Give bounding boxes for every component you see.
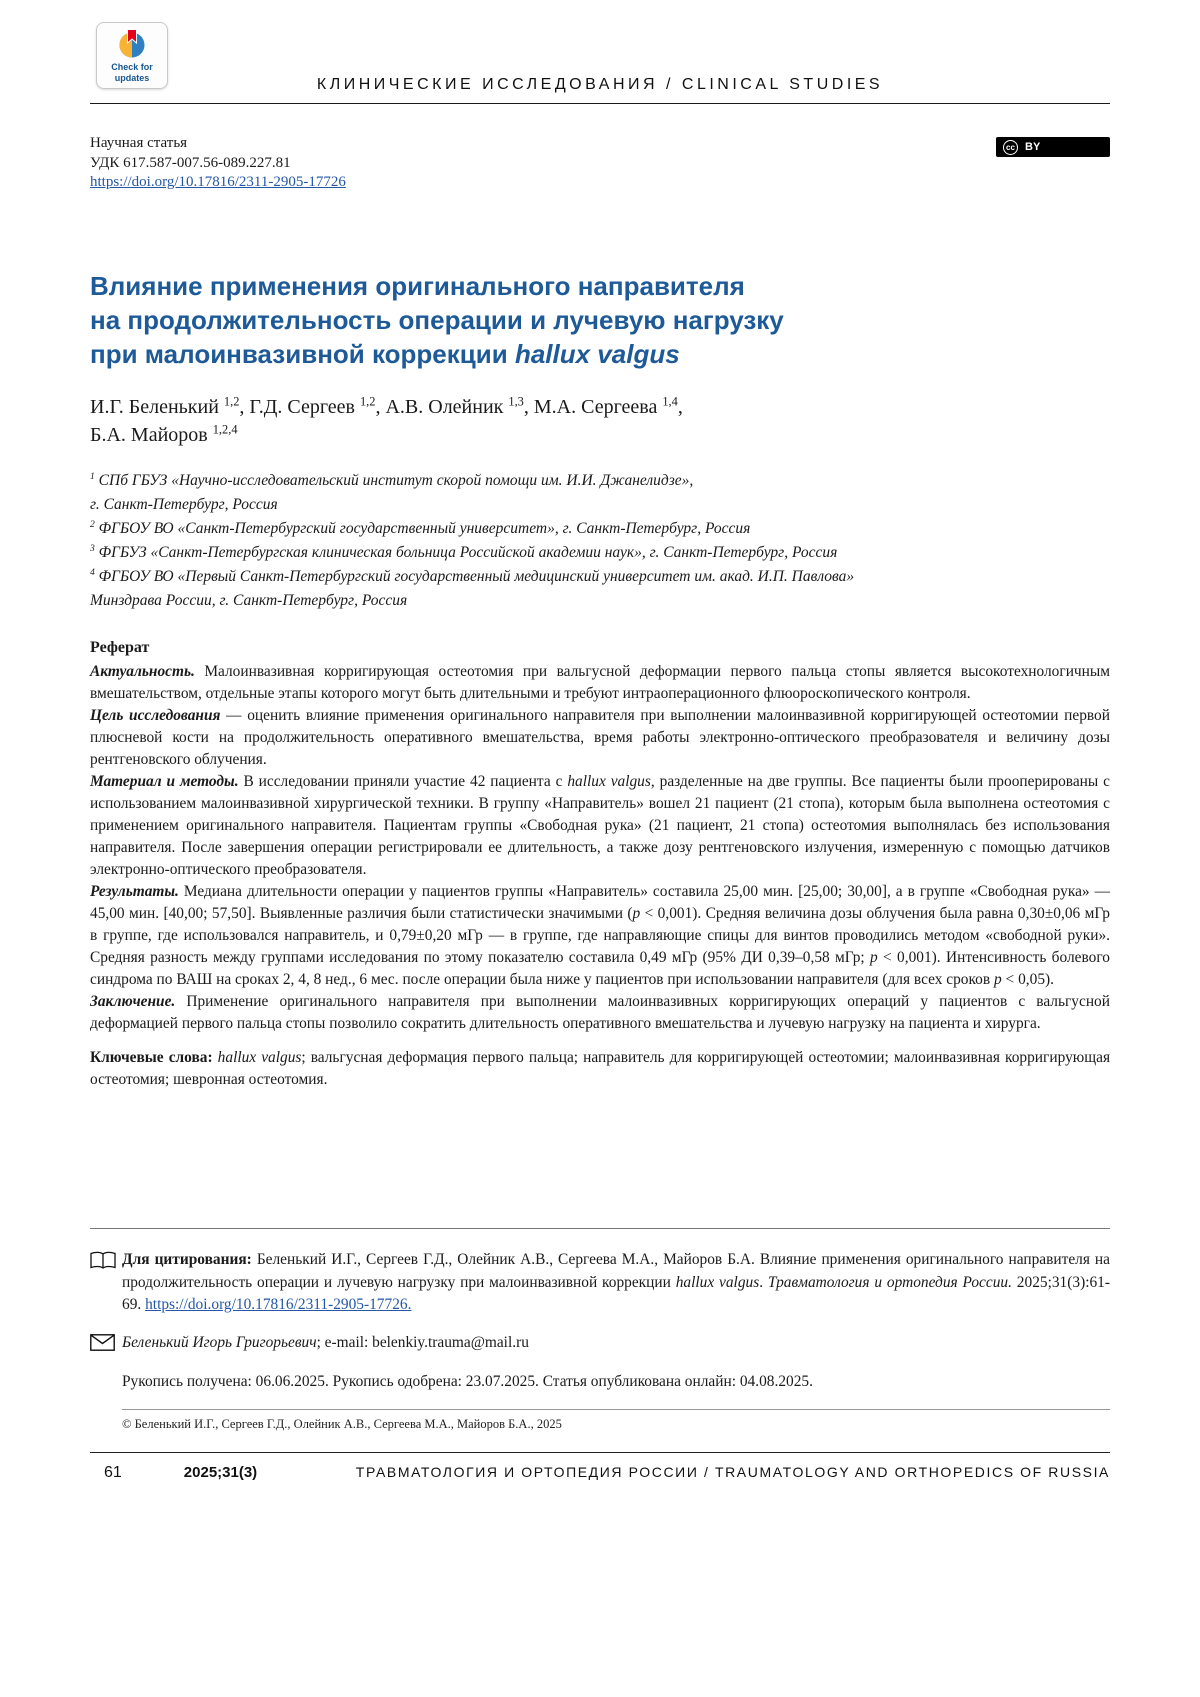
affiliation-line: г. Санкт-Петербург, Россия <box>90 495 278 513</box>
check-updates-label-line2: updates <box>114 72 150 83</box>
affiliation-line: Минздрава России, г. Санкт-Петербург, Россия <box>90 591 408 609</box>
authors-line-1: И.Г. Беленький $^{1,2}$, Г.Д. Сергеев $^{1,2}$, А.В. Олейник $^{1,3}$, М.А. Сергеева $^{1,4}$, <box>90 393 683 418</box>
page-footer <box>90 1452 1110 1482</box>
keywords-paragraph: Ключевые слова: hallux valgus; вальгусная деформация первого пальца; направитель для корригирующей остеотомии; малоинвазивная корригирующая остеотомия; шевронная остеотомия. <box>90 1048 1111 1088</box>
book-icon <box>90 1249 122 1317</box>
abstract-section <box>90 639 1110 1091</box>
authors-block <box>90 393 1110 449</box>
crossmark-icon <box>117 29 147 59</box>
affiliation-line: $^4$ ФГБОУ ВО «Первый Санкт-Петербургский государственный медицинский университет им. акад. И.П. Павлова» <box>90 566 855 585</box>
abstract-paragraph-methods: Материал и методы. В исследовании приняли участие 42 пациента с hallux valgus, разделенные на две группы. Все пациенты были прооперированы с использованием малоинвазивной хирургической техники. В группу «Направитель» вошел 21 пациент (21 стопа), которым была выполнена остеотомия с применением оригинального направителя. Пациентам группы «Свободная рука» (21 пациент, 21 стопа) остеотомия выполнялась без использования направителя. После завершения операции регистрировали ее длительность, а также дозу рентгеновского излучения, измеренную с помощью датчиков электронно-оптического преобразователя. <box>90 772 1110 878</box>
affiliation-line: $^2$ ФГБОУ ВО «Санкт-Петербургский государственный университет», г. Санкт-Петербург, Россия <box>90 518 751 537</box>
section-header: КЛИНИЧЕСКИЕ ИССЛЕДОВАНИЯ / CLINICAL STUDIES <box>316 76 884 93</box>
affiliation-line: $^1$ СПб ГБУЗ «Научно-исследовательский институт скорой помощи им. И.И. Джанелидзе», <box>90 470 694 489</box>
correspondence-text: Беленький Игорь Григорьевич; e-mail: belenkiy.trauma@mail.ru <box>122 1333 529 1351</box>
affiliations-block <box>90 469 1110 613</box>
cc-by-badge[interactable] <box>996 137 1110 157</box>
abstract-heading: Реферат <box>90 638 150 656</box>
copyright-divider <box>122 1409 1110 1410</box>
citation-block <box>90 1249 1110 1317</box>
abstract-paragraph-results: Результаты. Медиана длительности операции у пациентов группы «Направитель» составила 25,00 мин. [25,00; 30,00], а в группе «Свободная рука» — 45,00 мин. [40,00; 57,50]. Выявленные различия были статистически значимыми (p < 0,001). Средняя величина дозы облучения была равна 0,30±0,06 мГр в группе, где использовался направитель, и 0,79±0,20 мГр — в группе, где направляющие спицы для винтов проводились методом «свободной руки». Средняя разность между группами исследования по этому показателю составила 0,49 мГр (95% ДИ 0,39–0,58 мГр; p < 0,001). Интенсивность болевого синдрома по ВАШ на сроках 2, 4, 8 нед., 6 мес. после операции была ниже у пациентов при использовании направителя (для всех сроков p < 0,05). <box>90 882 1110 988</box>
meta-row <box>90 134 1110 193</box>
dates-line: Рукопись получена: 06.06.2025. Рукопись одобрена: 23.07.2025. Статья опубликована онлайн: 04.08.2025. <box>122 1372 813 1390</box>
correspondence-block <box>90 1332 1110 1356</box>
udc-label: УДК 617.587-007.56-089.227.81 <box>90 154 291 171</box>
inline-doi-link[interactable]: https://doi.org/10.17816/2311-2905-17726. <box>145 1296 412 1313</box>
article-title <box>90 269 1110 371</box>
abstract-paragraph-aim: Цель исследования — оценить влияние применения оригинального направителя при выполнении малоинвазивной корригирующей остеотомии первой плюсневой кости на продолжительность оперативного вмешательства, время работы электронно-оптического преобразователя и величину дозы рентгеновского облучения. <box>90 706 1110 768</box>
check-updates-label-line1: Check for <box>111 62 153 72</box>
page-number: 61 <box>104 1464 122 1481</box>
title-line-2: на продолжительность операции и лучевую нагрузку <box>90 304 784 335</box>
copyright-line: © Беленький И.Г., Сергеев Г.Д., Олейник А.В., Сергеева М.А., Майоров Б.А., 2025 <box>122 1416 562 1431</box>
issue-label: 2025;31(3) <box>183 1464 258 1481</box>
journal-name: ТРАВМАТОЛОГИЯ И ОРТОПЕДИЯ РОССИИ / TRAUMATOLOGY AND ORTHOPEDICS OF RUSSIA <box>355 1464 1110 1480</box>
envelope-icon <box>90 1332 122 1356</box>
abstract-paragraph-conclusion: Заключение. Применение оригинального направителя при выполнении малоинвазивных корригирующих операций у пациентов с вальгусной деформацией первого пальца стопы позволило сократить длительность оперативного вмешательства и лучевую нагрузку на пациента и хирурга. <box>90 992 1110 1032</box>
citation-footer-block <box>90 1228 1110 1432</box>
authors-line-2: Б.А. Майоров $^{1,2,4}$ <box>90 421 238 446</box>
doi-link[interactable]: https://doi.org/10.17816/2311-2905-17726 <box>90 174 346 190</box>
cc-by-label: BY <box>1025 141 1041 153</box>
citation-divider <box>90 1228 1110 1229</box>
affiliation-line: $^3$ ФГБУЗ «Санкт-Петербургская клиническая больница Российской академии наук», г. Санкт-Петербург, Россия <box>90 542 838 561</box>
masthead <box>90 0 1110 104</box>
citation-text: Для цитирования: Беленький И.Г., Сергеев Г.Д., Олейник А.В., Сергеева М.А., Майоров Б.А. Влияние применения оригинального направителя на продолжительность операции и лучевую нагрузку при малоинвазивной коррекции hallux valgus. Травматология и ортопедия России. 2025;31(3):61-69. https://doi.org/10.17816/2311-2905-17726. <box>122 1251 1110 1313</box>
abstract-paragraph-relevance: Актуальность. Малоинвазивная корригирующая остеотомия при вальгусной деформации первого пальца стопы является высокотехнологичным вмешательством, отдельные этапы которого могут быть длительными и требуют интраоперационного флюороскопического контроля. <box>90 662 1110 702</box>
article-meta <box>90 134 346 193</box>
article-type-label: Научная статья <box>90 135 188 151</box>
title-line-1: Влияние применения оригинального направителя <box>90 270 745 301</box>
title-line-3: при малоинвазивной коррекции hallux valgus <box>90 338 680 369</box>
cc-icon: cc <box>1003 140 1018 155</box>
